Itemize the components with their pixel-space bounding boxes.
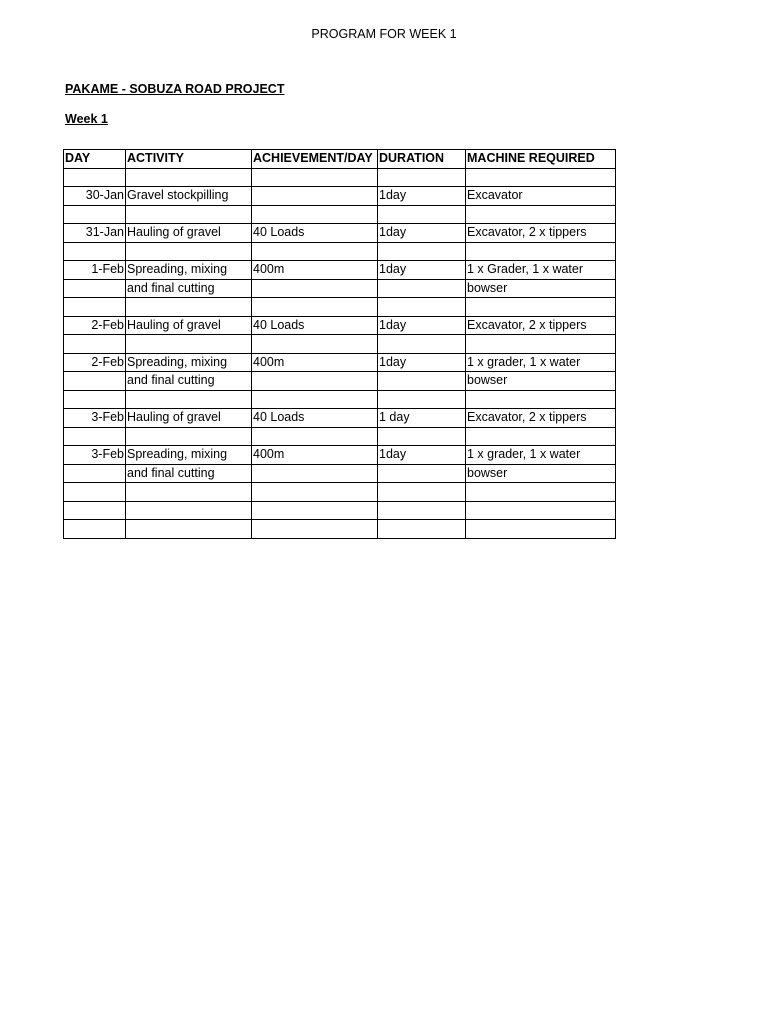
cell-machine: 1 x grader, 1 x water: [466, 353, 616, 372]
cell-day: 31-Jan: [64, 224, 126, 243]
table-row: [64, 168, 616, 187]
cell-day: [64, 298, 126, 317]
cell-machine: [466, 205, 616, 224]
table-row: [64, 501, 616, 520]
cell-day: [64, 279, 126, 298]
cell-duration: [378, 279, 466, 298]
cell-achievement: [252, 501, 378, 520]
cell-achievement: [252, 205, 378, 224]
cell-duration: [378, 427, 466, 446]
cell-machine: [466, 501, 616, 520]
cell-activity: Spreading, mixing: [126, 353, 252, 372]
cell-duration: 1 day: [378, 409, 466, 428]
cell-day: [64, 335, 126, 354]
cell-activity: Hauling of gravel: [126, 409, 252, 428]
cell-achievement: 400m: [252, 353, 378, 372]
table-row: [64, 483, 616, 502]
cell-day: 2-Feb: [64, 316, 126, 335]
cell-duration: [378, 298, 466, 317]
cell-activity: [126, 205, 252, 224]
cell-day: [64, 520, 126, 539]
cell-duration: 1day: [378, 224, 466, 243]
cell-duration: [378, 501, 466, 520]
header-machine: MACHINE REQUIRED: [466, 150, 616, 169]
table-row: [64, 316, 616, 335]
cell-activity: Spreading, mixing: [126, 446, 252, 465]
cell-machine: [466, 168, 616, 187]
cell-machine: bowser: [466, 372, 616, 391]
cell-day: [64, 483, 126, 502]
cell-activity: Hauling of gravel: [126, 224, 252, 243]
table-row: [64, 335, 616, 354]
header-day: DAY: [64, 150, 126, 169]
cell-activity: [126, 298, 252, 317]
cell-machine: bowser: [466, 279, 616, 298]
cell-day: 2-Feb: [64, 353, 126, 372]
cell-duration: [378, 242, 466, 261]
cell-achievement: [252, 187, 378, 206]
table-row: [64, 205, 616, 224]
cell-activity: Hauling of gravel: [126, 316, 252, 335]
table-row: [64, 427, 616, 446]
cell-achievement: 400m: [252, 261, 378, 280]
cell-achievement: [252, 279, 378, 298]
cell-achievement: 400m: [252, 446, 378, 465]
cell-machine: [466, 427, 616, 446]
cell-machine: Excavator, 2 x tippers: [466, 409, 616, 428]
cell-achievement: [252, 372, 378, 391]
cell-achievement: [252, 520, 378, 539]
cell-activity: [126, 168, 252, 187]
cell-machine: Excavator, 2 x tippers: [466, 316, 616, 335]
cell-achievement: 40 Loads: [252, 409, 378, 428]
cell-duration: [378, 205, 466, 224]
cell-activity: [126, 483, 252, 502]
cell-achievement: 40 Loads: [252, 316, 378, 335]
cell-duration: [378, 483, 466, 502]
cell-duration: [378, 168, 466, 187]
cell-activity: and final cutting: [126, 279, 252, 298]
cell-activity: [126, 242, 252, 261]
cell-activity: Gravel stockpilling: [126, 187, 252, 206]
cell-machine: 1 x Grader, 1 x water: [466, 261, 616, 280]
page-title: PROGRAM FOR WEEK 1: [311, 27, 457, 41]
cell-duration: [378, 335, 466, 354]
cell-machine: [466, 242, 616, 261]
cell-day: 30-Jan: [64, 187, 126, 206]
header-duration: DURATION: [378, 150, 466, 169]
table-row: [64, 520, 616, 539]
cell-duration: [378, 390, 466, 409]
cell-day: [64, 205, 126, 224]
cell-achievement: [252, 483, 378, 502]
table-row: [64, 242, 616, 261]
cell-day: 3-Feb: [64, 409, 126, 428]
table-header-row: [64, 150, 616, 169]
cell-achievement: [252, 242, 378, 261]
cell-achievement: [252, 427, 378, 446]
cell-machine: 1 x grader, 1 x water: [466, 446, 616, 465]
cell-activity: [126, 427, 252, 446]
cell-day: 3-Feb: [64, 446, 126, 465]
table-row: [64, 464, 616, 483]
cell-achievement: 40 Loads: [252, 224, 378, 243]
cell-duration: [378, 464, 466, 483]
cell-machine: Excavator: [466, 187, 616, 206]
table-row: [64, 372, 616, 391]
table-row: [64, 279, 616, 298]
cell-duration: 1day: [378, 316, 466, 335]
table-row: [64, 446, 616, 465]
table-row: [64, 353, 616, 372]
cell-day: [64, 501, 126, 520]
cell-achievement: [252, 390, 378, 409]
cell-activity: [126, 335, 252, 354]
cell-machine: [466, 298, 616, 317]
cell-duration: [378, 520, 466, 539]
header-activity: ACTIVITY: [126, 150, 252, 169]
cell-achievement: [252, 168, 378, 187]
cell-duration: 1day: [378, 446, 466, 465]
cell-achievement: [252, 464, 378, 483]
cell-day: [64, 168, 126, 187]
table-row: [64, 298, 616, 317]
table-row: [64, 261, 616, 280]
cell-duration: 1day: [378, 353, 466, 372]
cell-duration: 1day: [378, 261, 466, 280]
cell-machine: bowser: [466, 464, 616, 483]
cell-machine: Excavator, 2 x tippers: [466, 224, 616, 243]
cell-activity: [126, 390, 252, 409]
cell-machine: [466, 483, 616, 502]
cell-machine: [466, 520, 616, 539]
schedule-table: [63, 149, 616, 539]
week-label: Week 1: [65, 112, 108, 126]
cell-day: [64, 390, 126, 409]
table-row: [64, 187, 616, 206]
cell-duration: [378, 372, 466, 391]
cell-day: 1-Feb: [64, 261, 126, 280]
table-row: [64, 409, 616, 428]
cell-day: [64, 464, 126, 483]
cell-activity: and final cutting: [126, 464, 252, 483]
cell-day: [64, 242, 126, 261]
cell-duration: 1day: [378, 187, 466, 206]
cell-activity: Spreading, mixing: [126, 261, 252, 280]
cell-achievement: [252, 335, 378, 354]
cell-machine: [466, 335, 616, 354]
cell-day: [64, 427, 126, 446]
table-row: [64, 390, 616, 409]
cell-machine: [466, 390, 616, 409]
cell-activity: and final cutting: [126, 372, 252, 391]
cell-achievement: [252, 298, 378, 317]
cell-activity: [126, 520, 252, 539]
header-achievement: ACHIEVEMENT/DAY: [252, 150, 378, 169]
project-title: PAKAME - SOBUZA ROAD PROJECT: [65, 82, 285, 96]
cell-activity: [126, 501, 252, 520]
table-row: [64, 224, 616, 243]
cell-day: [64, 372, 126, 391]
